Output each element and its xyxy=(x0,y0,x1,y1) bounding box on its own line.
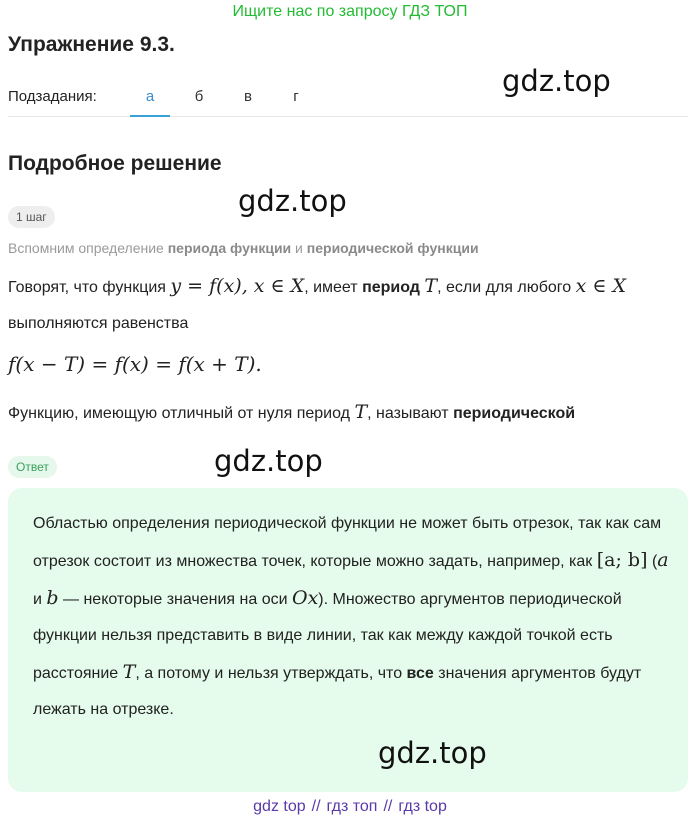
periodic-part2: , называют xyxy=(367,405,454,422)
answer-math-t: T xyxy=(122,661,136,683)
def-part4: выполняются равенства xyxy=(8,315,189,332)
answer-p5: ). Множество аргументов периодической функции нельзя представить в виде линии, так как между каждой точкой есть расстояние xyxy=(33,591,622,682)
footer-link-3[interactable]: гдз top xyxy=(398,798,447,815)
tab-a-label: а xyxy=(145,88,155,105)
answer-p2: ( xyxy=(647,553,658,570)
footer-link-1[interactable]: gdz top xyxy=(253,798,306,815)
hint-prefix: Вспомним определение xyxy=(8,240,168,256)
definition-text xyxy=(8,268,684,342)
watermark: gdz.top xyxy=(502,64,611,98)
answer-p3: и xyxy=(33,591,47,608)
watermark: gdz.top xyxy=(238,184,347,218)
footer-link-2[interactable]: гдз топ xyxy=(326,798,378,815)
hint-term1: периода функции xyxy=(167,240,292,256)
answer-math-axis: Ox xyxy=(292,587,319,609)
def-math3: x ∈ X xyxy=(575,275,626,297)
periodic-math: T xyxy=(354,401,368,423)
watermark: gdz.top xyxy=(214,444,323,478)
answer-math-a: a xyxy=(657,549,669,571)
def-part3: , если для любого xyxy=(437,279,576,296)
section-title: Подробное решение xyxy=(8,152,222,175)
answer-text xyxy=(33,506,673,728)
hint-term2: периодической функции xyxy=(306,240,479,256)
periodic-text xyxy=(8,394,684,432)
tab-b-label: б xyxy=(194,88,204,105)
hint-middle: и xyxy=(291,240,307,256)
answer-p4: — некоторые значения на оси xyxy=(58,591,292,608)
answer-box xyxy=(8,488,688,792)
footer-separator: // xyxy=(383,798,393,815)
hint-text xyxy=(8,240,479,256)
answer-math-b: b xyxy=(46,587,59,609)
tab-g-label: г xyxy=(293,88,299,105)
tab-g[interactable] xyxy=(276,84,316,115)
def-bold: период xyxy=(362,279,420,296)
tab-b[interactable] xyxy=(179,84,219,115)
periodic-bold: периодической xyxy=(453,405,576,422)
answer-p7: значения аргументов будут лежать на отрезке. xyxy=(33,665,642,718)
answer-bold: все xyxy=(406,665,434,682)
watermark: gdz.top xyxy=(378,736,487,770)
promo-banner[interactable]: Ищите нас по запросу ГДЗ ТОП xyxy=(232,3,468,20)
answer-badge: Ответ xyxy=(8,456,57,478)
def-math1: y = f(x), x ∈ X xyxy=(170,275,305,297)
tab-v-label: в xyxy=(244,88,252,105)
answer-math-interval: [a; b] xyxy=(596,549,648,571)
def-math2: T xyxy=(424,275,438,297)
def-part1: Говорят, что функция xyxy=(8,279,171,296)
subtasks-label: Подзадания: xyxy=(8,88,97,105)
tab-v[interactable] xyxy=(228,84,268,115)
step-badge: 1 шаг xyxy=(8,206,55,228)
tab-a[interactable] xyxy=(130,84,170,117)
equation: f(x − T) = f(x) = f(x + T). xyxy=(8,352,262,376)
footer-separator: // xyxy=(311,798,321,815)
answer-p6: , а потому и нельзя утверждать, что xyxy=(135,665,407,682)
footer-links xyxy=(0,798,700,816)
def-part2: , имеет xyxy=(304,279,363,296)
answer-p1: Областью определения периодической функции не может быть отрезок, так как сам отрезок состоит из множества точек, которые можно задать, например, как xyxy=(33,515,662,570)
page-title: Упражнение 9.3. xyxy=(8,33,175,56)
periodic-part1: Функцию, имеющую отличный от нуля период xyxy=(8,405,355,422)
